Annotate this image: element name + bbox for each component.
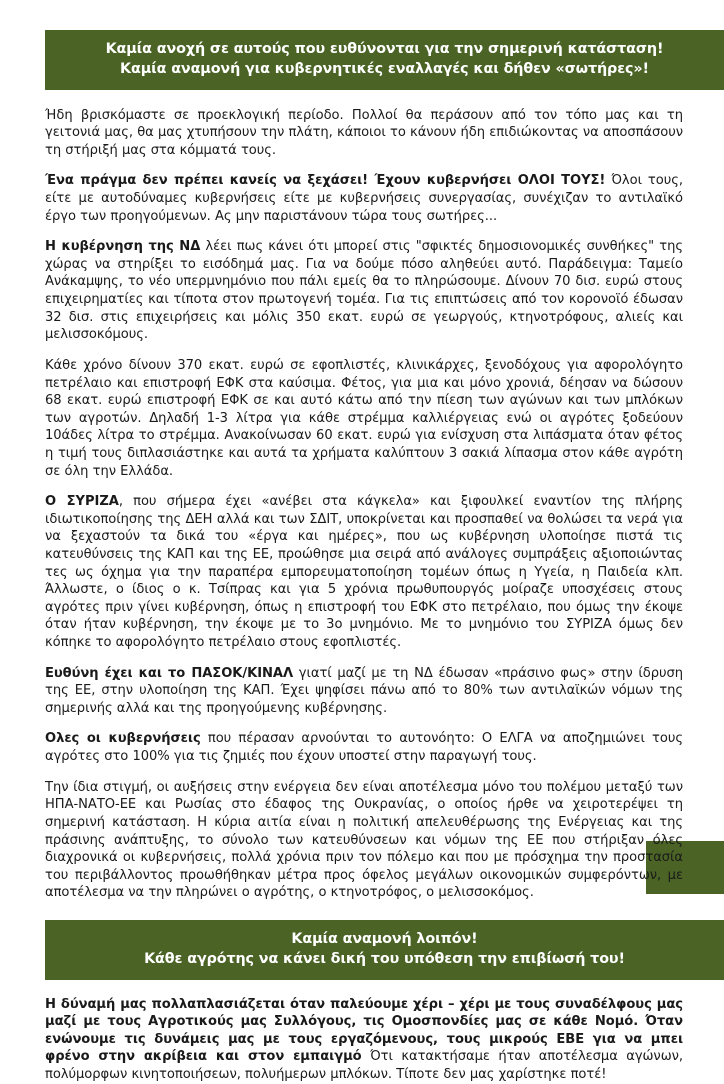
document-content	[45, 30, 683, 1084]
paragraph-5-text: , που σήμερα έχει «ανέβει στα κάγκελα» και ξιφουλκεί εναντίον της πλήρης ιδιωτικοποίησης της ΔΕΗ αλλά και των ΣΔΙΤ, υποκρίνεται και προσπαθεί να θολώσει τα νερά για να ξεχαστούν τα δικά του «έργα και ημέρες», που ως κυβέρνηση υλοποίησε πιστά τις κατευθύνσεις της ΚΑΠ και της ΕΕ, προώθησε μια σειρά από ανάλογες συμπράξεις αξιοποιώντας τες ως όχημα για την παραπέρα εμπορευματοποίηση τομέων όπως η Υγεία, η Παιδεία κλπ. Άλλωστε, ο ίδιος ο κ. Τσίπρας και για 5 χρόνια πρωθυπουργός μοίραζε υποσχέσεις στους αγρότες πριν γίνει κυβέρνηση, όπως η επιστροφή του ΕΦΚ στο πετρέλαιο, που όμως την έκοψε όταν ήταν κυβέρνηση, την έκοψε με το 3ο μνημόνιο. Με το μνημόνιο του ΣΥΡΙΖΑ όμως δεν κόπηκε το αφορολόγητο πετρέλαιο στους εφοπλιστές.	[45, 494, 683, 651]
banner-bottom-line-1: Καμία αναμονή λοιπόν!	[291, 930, 478, 947]
paragraph-8	[45, 779, 683, 902]
paragraph-2-text: Όλοι τους, είτε με αυτοδύναμες κυβερνήσεις είτε με κυβερνήσεις συνεργασίας, συνέχιζαν το αντιλαϊκό έργο των προηγούμενων. Ας μην παριστάνουν τώρα τους σωτήρες...	[45, 173, 683, 224]
paragraph-6-lead: Ευθύνη έχει και το ΠΑΣΟΚ/ΚΙΝΑΛ	[45, 665, 294, 681]
paragraph-3-lead: Η κυβέρνηση της ΝΔ	[45, 239, 201, 255]
paragraph-5-lead: Ο ΣΥΡΙΖΑ	[45, 494, 119, 510]
spacer	[45, 90, 683, 107]
banner-top-box	[45, 30, 724, 90]
spacer	[45, 980, 683, 996]
paragraph-9	[45, 996, 683, 1084]
paragraph-8-text: Την ίδια στιγμή, οι αυξήσεις στην ενέργεια δεν είναι αποτέλεσμα μόνο του πολέμου μεταξύ των ΗΠΑ-ΝΑΤΟ-ΕΕ και Ρωσίας στο έδαφος της Ουκρανίας, ο οποίος ήρθε να χειροτερέψει τη σημερινή κατάσταση. Η κύρια αιτία είναι η πολιτική απελευθέρωσης της Ενέργειας και της πράσινης ανάπτυξης, το σύνολο των κατευθύνσεων και νόμων της ΕΕ που στήριξαν όλες διαχρονικά οι κυβερνήσεις, πολλά χρόνια πριν τον πόλεμο και που με πρόσχημα την προστασία του περιβάλλοντος προωθήθηκαν μέτρα προς όφελος μεγάλων οικονομικών συμφερόντων, με αποτέλεσμα να την πληρώνει ο αγρότης, ο κτηνοτρόφος, ο μελισσοκόμος.	[45, 779, 683, 901]
paragraph-7-text: που πέρασαν αρνούνται το αυτονόητο: Ο ΕΛΓΑ να αποζημιώνει τους αγρότες στο 100% για τις ζημιές που έχουν υποστεί στην παραγωγή τους.	[45, 731, 683, 765]
paragraph-7	[45, 730, 683, 765]
paragraph-2	[45, 172, 683, 225]
banner-top	[45, 30, 724, 90]
paragraph-4	[45, 357, 683, 480]
banner-bottom-line-2: Κάθε αγρότης να κάνει δική του υπόθεση την επιβίωσή του!	[144, 951, 625, 968]
paragraph-6	[45, 665, 683, 718]
paragraph-1-text: Ήδη βρισκόμαστε σε προεκλογική περίοδο. Πολλοί θα περάσουν από τον τόπο μας και τη γειτονιά μας, θα μας χτυπήσουν την πλάτη, κάποιοι το κάνουν ήδη επιδιώκοντας να αποσπάσουν τη στήριξή μας στα κόμματά τους.	[45, 107, 683, 158]
paragraph-7-lead: Ολες οι κυβερνήσεις	[45, 731, 201, 747]
banner-bottom	[45, 920, 724, 980]
paragraph-3	[45, 238, 683, 344]
paragraph-2-lead: Ένα πράγμα δεν πρέπει κανείς να ξεχάσει! Έχουν κυβερνήσει ΟΛΟΙ ΤΟΥΣ!	[45, 173, 606, 189]
paragraph-5	[45, 493, 683, 651]
banner-top-line-2: Καμία αναμονή για κυβερνητικές εναλλαγές και δήθεν «σωτήρες»!	[120, 61, 649, 78]
paragraph-3-text: λέει πως κάνει ότι μπορεί στις "σφικτές δημοσιονομικές συνθήκες" της χώρας να στηρίξει το εισόδημά μας. Για να δούμε πόσο αληθεύει αυτό. Παράδειγμα: Ταμείο Ανάκαμψης, το νέο υπερμνημόνιο που πάλι εμείς θα το πληρώσουμε. Δίνουν 70 δισ. ευρώ στους επιχειρηματίες και τίποτα στον πρωτογενή τομέα. Για τις επιπτώσεις από τον κορονοϊό έδωσαν 32 δισ. στις επιχειρήσεις και μόλις 350 εκατ. ευρώ σε γεωργούς, κτηνοτρόφους, αλιείς και μελισσοκόμους.	[45, 239, 683, 343]
banner-top-line-1: Καμία ανοχή σε αυτούς που ευθύνονται για την σημερινή κατάσταση!	[105, 41, 664, 57]
paragraph-1	[45, 107, 683, 160]
banner-bottom-box	[45, 920, 724, 980]
paragraph-6-text: γιατί μαζί με τη ΝΔ έδωσαν «πράσινο φως» στην ίδρυση της ΕΕ, στην υλοποίηση της ΚΑΠ. Έχει ψηφίσει πάνω από το 80% των αντιλαϊκών νόμων της σημερινής αλλά και της προηγούμενης κυβέρνησης.	[45, 665, 683, 716]
paragraph-9-lead: Η δύναμή μας πολλαπλασιάζεται όταν παλεύουμε χέρι – χέρι με τους συναδέλφους μας μαζί με τους Αγροτικούς μας Συλλόγους, τις Ομοσπονδίες μας σε κάθε Νομό. Όταν ενώνουμε τις δυνάμεις μας με τους εργαζόμενους, τους μικρούς ΕΒΕ για να μπει φρένο στην ακρίβεια και στον εμπαιγμό	[45, 996, 683, 1065]
paragraph-4-text: Κάθε χρόνο δίνουν 370 εκατ. ευρώ σε εφοπλιστές, κλινικάρχες, ξενοδόχους για αφορολόγητο πετρέλαιο και επιστροφή ΕΦΚ στα καύσιμα. Φέτος, για μια και μόνο χρονιά, δέησαν να δώσουν 68 εκατ. ευρώ επιστροφή ΕΦΚ σε και αυτό κάτω από την πίεση των αγώνων και των μπλόκων των αγροτών. Δηλαδή 1-3 λίτρα για κάθε στρέμμα καλλιέργειας ενώ οι αγρότες ξοδεύουν 10άδες λίτρα το στρέμμα. Ανακοίνωσαν 60 εκατ. ευρώ για ενίσχυση στα λιπάσματα όταν φέτος η τιμή τους διπλασιάστηκε και αυτά τα χρήματα καλύπτουν 3 σακιά λίπασμα στον κάθε αγρότη σε όλη την Ελλάδα.	[45, 357, 683, 479]
paragraph-9-text: Ότι κατακτήσαμε ήταν αποτέλεσμα αγώνων, πολύμορφων κινητοποιήσεων, πολυήμερων μπλόκων. Τίποτε δεν μας χαρίστηκε ποτέ!	[45, 1049, 683, 1082]
